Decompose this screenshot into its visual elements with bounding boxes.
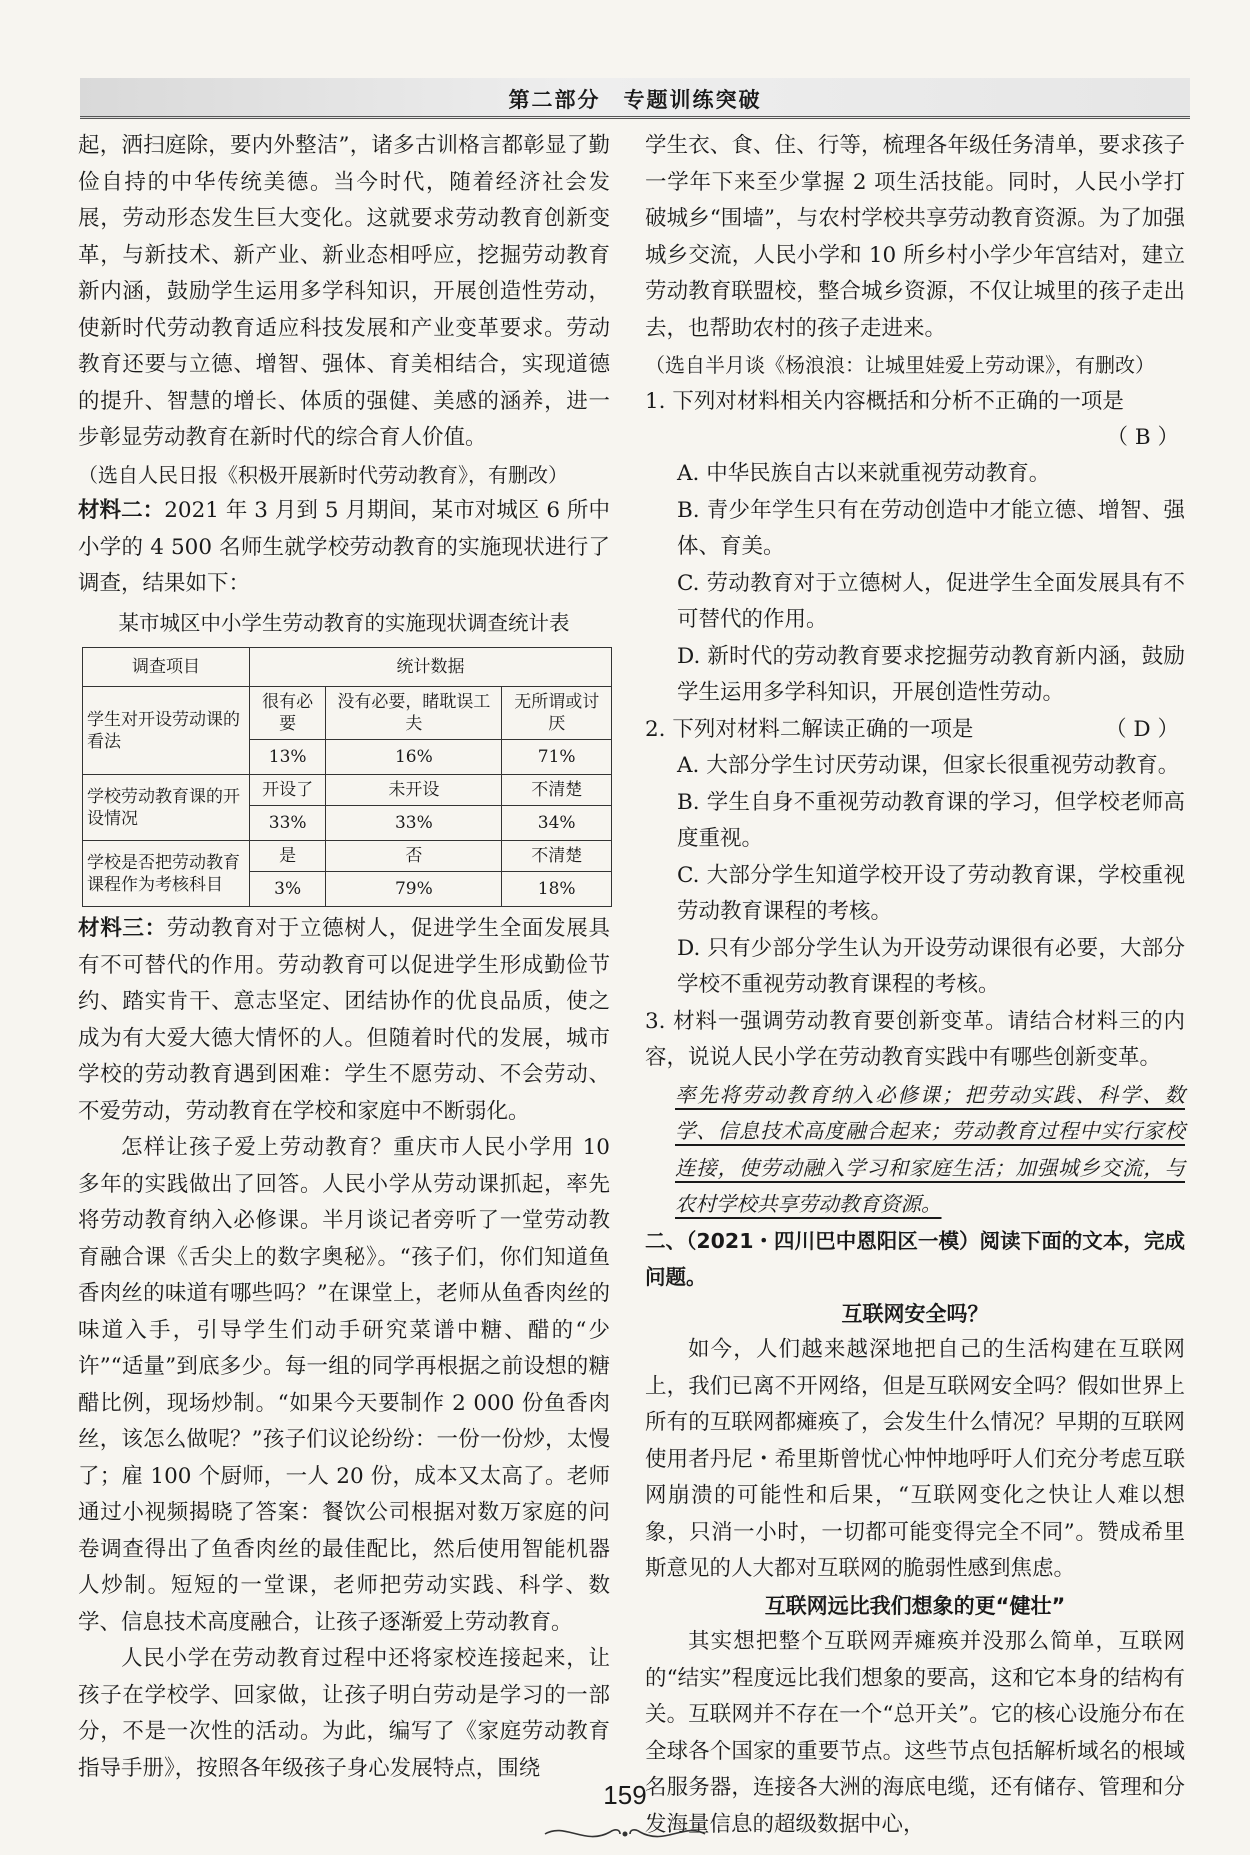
table-row: [83, 841, 612, 872]
article-subtitle: 互联网远比我们想象的更“健壮”: [764, 1593, 1066, 1618]
article-paragraph-2: 其实想把整个互联网弄瘫痪并没那么简单，互联网的“结实”程度远比我们想象的要高，这和它本身的结构有关。互联网并不存在一个“总开关”。它的核心设施分布在全球各个国家的重要节点。这些节点包括解析域名的根域名服务器，连接各大洲的海底电缆，还有储存、管理和分发海量信息的超级数据中心，: [645, 1629, 1185, 1837]
footer: [0, 1780, 1250, 1811]
left-paragraph-1: 起，洒扫庭除，要内外整洁”，诸多古训格言都彰显了勤俭自持的中华传统美德。当今时代，随着经济社会发展，劳动形态发生巨大变化。这就要求劳动教育创新变革，与新技术、新产业、新业态相呼应，挖掘劳动教育新内涵，鼓励学生运用多学科知识，开展创造性劳动，使新时代劳动教育适应科技发展和产业变革要求。劳动教育还要与立德、增智、强体、育美相结合，实现道德的提升、智慧的增长、体质的强健、美感的涵养，进一步彰显劳动教育在新时代的综合育人价值。: [78, 133, 610, 450]
table-row-item: 学校劳动教育课的开设情况: [83, 775, 250, 841]
question-1-stem: 1. 下列对材料相关内容概括和分析不正确的一项是: [645, 388, 1124, 414]
question-1: [645, 384, 1185, 421]
article-paragraph-1: 如今，人们越来越深地把自己的生活构建在互联网上，我们已离不开网络，但是互联网安全吗？假如世界上所有的互联网都瘫痪了，会发生什么情况？早期的互联网使用者丹尼・希里斯曾忧心忡忡地呼吁人们充分考虑互联网崩溃的可能性和后果，“互联网变化之快让人难以想象，只消一小时，一切都可能变得完全不同”。赞成希里斯意见的人大都对互联网的脆弱性感到焦虑。: [645, 1337, 1185, 1581]
table-header-row: [83, 648, 612, 687]
question-2-stem: 2. 下列对材料二解读正确的一项是: [645, 716, 974, 742]
material-3-text: 劳动教育对于立德树人，促进学生全面发展具有不可替代的作用。劳动教育可以促进学生形成勤俭节约、踏实肯干、意志坚定、团结协作的优良品质，使之成为有大爱大德大情怀的人。但随着时代的发展，城市学校的劳动教育遇到困难：学生不愿劳动、不会劳动、不爱劳动，劳动教育在学校和家庭中不断弱化。: [78, 916, 610, 1124]
table-cell-label: 是: [250, 841, 326, 872]
table-row: [83, 687, 612, 740]
table-cell-value: 33%: [250, 806, 326, 841]
question-2-option: A. 大部分学生讨厌劳动课，但家长很重视劳动教育。: [677, 753, 1180, 778]
table-cell-value: 34%: [502, 806, 612, 841]
table-row-item: 学生对开设劳动课的看法: [83, 687, 250, 775]
table-cell-label: 否: [326, 841, 502, 872]
table-cell-value: 71%: [502, 740, 612, 775]
table-row: [83, 775, 612, 806]
question-2-option: D. 只有少部分学生认为开设劳动课很有必要，大部分学校不重视劳动教育课程的考核。: [677, 935, 1185, 997]
table-head-item: 调查项目: [83, 648, 250, 687]
table-cell-value: 16%: [326, 740, 502, 775]
table-row-item: 学校是否把劳动教育课程作为考核科目: [83, 841, 250, 907]
question-2: [645, 712, 1185, 749]
question-1-answer: （ B ）: [1106, 425, 1179, 450]
question-2-option: C. 大部分学生知道学校开设了劳动教育课，学校重视劳动教育课程的考核。: [677, 862, 1185, 924]
table-cell-value: 18%: [502, 872, 612, 907]
question-1-option: B. 青少年学生只有在劳动创造中才能立德、增智、强体、育美。: [677, 497, 1185, 559]
footer-ornament-icon: [540, 1820, 710, 1848]
source-note-1: （选自人民日报《积极开展新时代劳动教育》，有删改）: [78, 462, 568, 487]
material-3-label: 材料三：: [78, 916, 167, 941]
article-title: 互联网安全吗？: [841, 1301, 989, 1326]
header-band: [80, 78, 1190, 119]
question-3: 3. 材料一强调劳动教育要创新变革。请结合材料三的内容，说说人民小学在劳动教育实践中有哪些创新变革。: [645, 1008, 1185, 1070]
header-title: 第二部分 专题训练突破: [508, 88, 762, 112]
table-cell-label: 开设了: [250, 775, 326, 806]
question-1-answer-line: [645, 420, 1185, 456]
material-2-label: 材料二：: [78, 498, 165, 523]
question-1-option: D. 新时代的劳动教育要求挖掘劳动教育新内涵，鼓励学生运用多学科知识，开展创造性劳动。: [677, 643, 1185, 705]
material-3: [78, 911, 610, 1130]
table-cell-label: 不清楚: [502, 841, 612, 872]
table-cell-value: 79%: [326, 872, 502, 907]
section-2-heading: 二、（2021・四川巴中恩阳区一模）阅读下面的文本，完成问题。: [645, 1228, 1185, 1289]
left-paragraph-3: 人民小学在劳动教育过程中还将家校连接起来，让孩子在学校学、回家做，让孩子明白劳动是学习的一部分，不是一次性的活动。为此，编写了《家庭劳动教育指导手册》，按照各年级孩子身心发展特点，围绕: [78, 1646, 610, 1781]
right-paragraph-1: 学生衣、食、住、行等，梳理各年级任务清单，要求孩子一学年下来至少掌握 2 项生活技能。同时，人民小学打破城乡“围墙”，与农村学校共享劳动教育资源。为了加强城乡交流，人民小学和 10 所乡村小学少年宫结对，建立劳动教育联盟校，整合城乡资源，不仅让城里的孩子走出去，也帮助农村的孩子走进来。: [645, 133, 1185, 341]
table-cell-label: 没有必要，睹耽误工夫: [326, 687, 502, 740]
table-cell-value: 33%: [326, 806, 502, 841]
material-2: [78, 493, 610, 603]
source-note-2: （选自半月谈《杨浪浪：让城里娃爱上劳动课》，有删改）: [645, 353, 1155, 377]
left-column: [78, 128, 610, 1787]
question-1-option: A. 中华民族自古以来就重视劳动教育。: [677, 461, 1051, 486]
material-2-text: 2021 年 3 月到 5 月期间，某市对城区 6 所中小学的 4 500 名师生就学校劳动教育的实施现状进行了调查，结果如下：: [78, 498, 610, 596]
table-cell-label: 无所谓或讨厌: [502, 687, 612, 740]
table-cell-label: 未开设: [326, 775, 502, 806]
survey-table: [82, 647, 612, 907]
question-2-answer: （ D ）: [1105, 716, 1179, 742]
table-caption: 某市城区中小学生劳动教育的实施现状调查统计表: [118, 610, 570, 635]
question-2-option: B. 学生自身不重视劳动教育课的学习，但学校老师高度重视。: [677, 789, 1185, 851]
page-number: 159: [603, 1780, 647, 1810]
table-head-stats: 统计数据: [250, 648, 612, 687]
table-cell-label: 不清楚: [502, 775, 612, 806]
table-cell-value: 13%: [250, 740, 326, 775]
left-paragraph-2: 怎样让孩子爱上劳动教育？重庆市人民小学用 10 多年的实践做出了回答。人民小学从劳动课抓起，率先将劳动教育纳入必修课。半月谈记者旁听了一堂劳动教育融合课《舌尖上的数字奥秘》。“孩子们，你们知道鱼香肉丝的味道有哪些吗？”在课堂上，老师从鱼香肉丝的味道入手，引导学生们动手研究菜谱中糖、醋的“少许”“适量”到底多少。每一组的同学再根据之前设想的糖醋比例，现场炒制。“如果今天要制作 2 000 份鱼香肉丝，该怎么做呢？”孩子们议论纷纷：一份一份炒，太慢了；雇 100 个厨师，一人 20 份，成本又太高了。老师通过小视频揭晓了答案：餐饮公司根据对数万家庭的问卷调查得出了鱼香肉丝的最佳配比，然后使用智能机器人炒制。短短的一堂课，老师把劳动实践、科学、数学、信息技术高度融合，让孩子逐渐爱上劳动教育。: [78, 1135, 610, 1635]
question-3-answer: 率先将劳动教育纳入必修课；把劳动实践、科学、数学、信息技术高度融合起来；劳动教育过程中实行家校连接，使劳动融入学习和家庭生活；加强城乡交流，与农村学校共享劳动教育资源。: [675, 1082, 1185, 1216]
table-cell-value: 3%: [250, 872, 326, 907]
right-column: [645, 128, 1185, 1843]
question-1-option: C. 劳动教育对于立德树人，促进学生全面发展具有不可替代的作用。: [677, 570, 1185, 632]
table-cell-label: 很有必要: [250, 687, 326, 740]
